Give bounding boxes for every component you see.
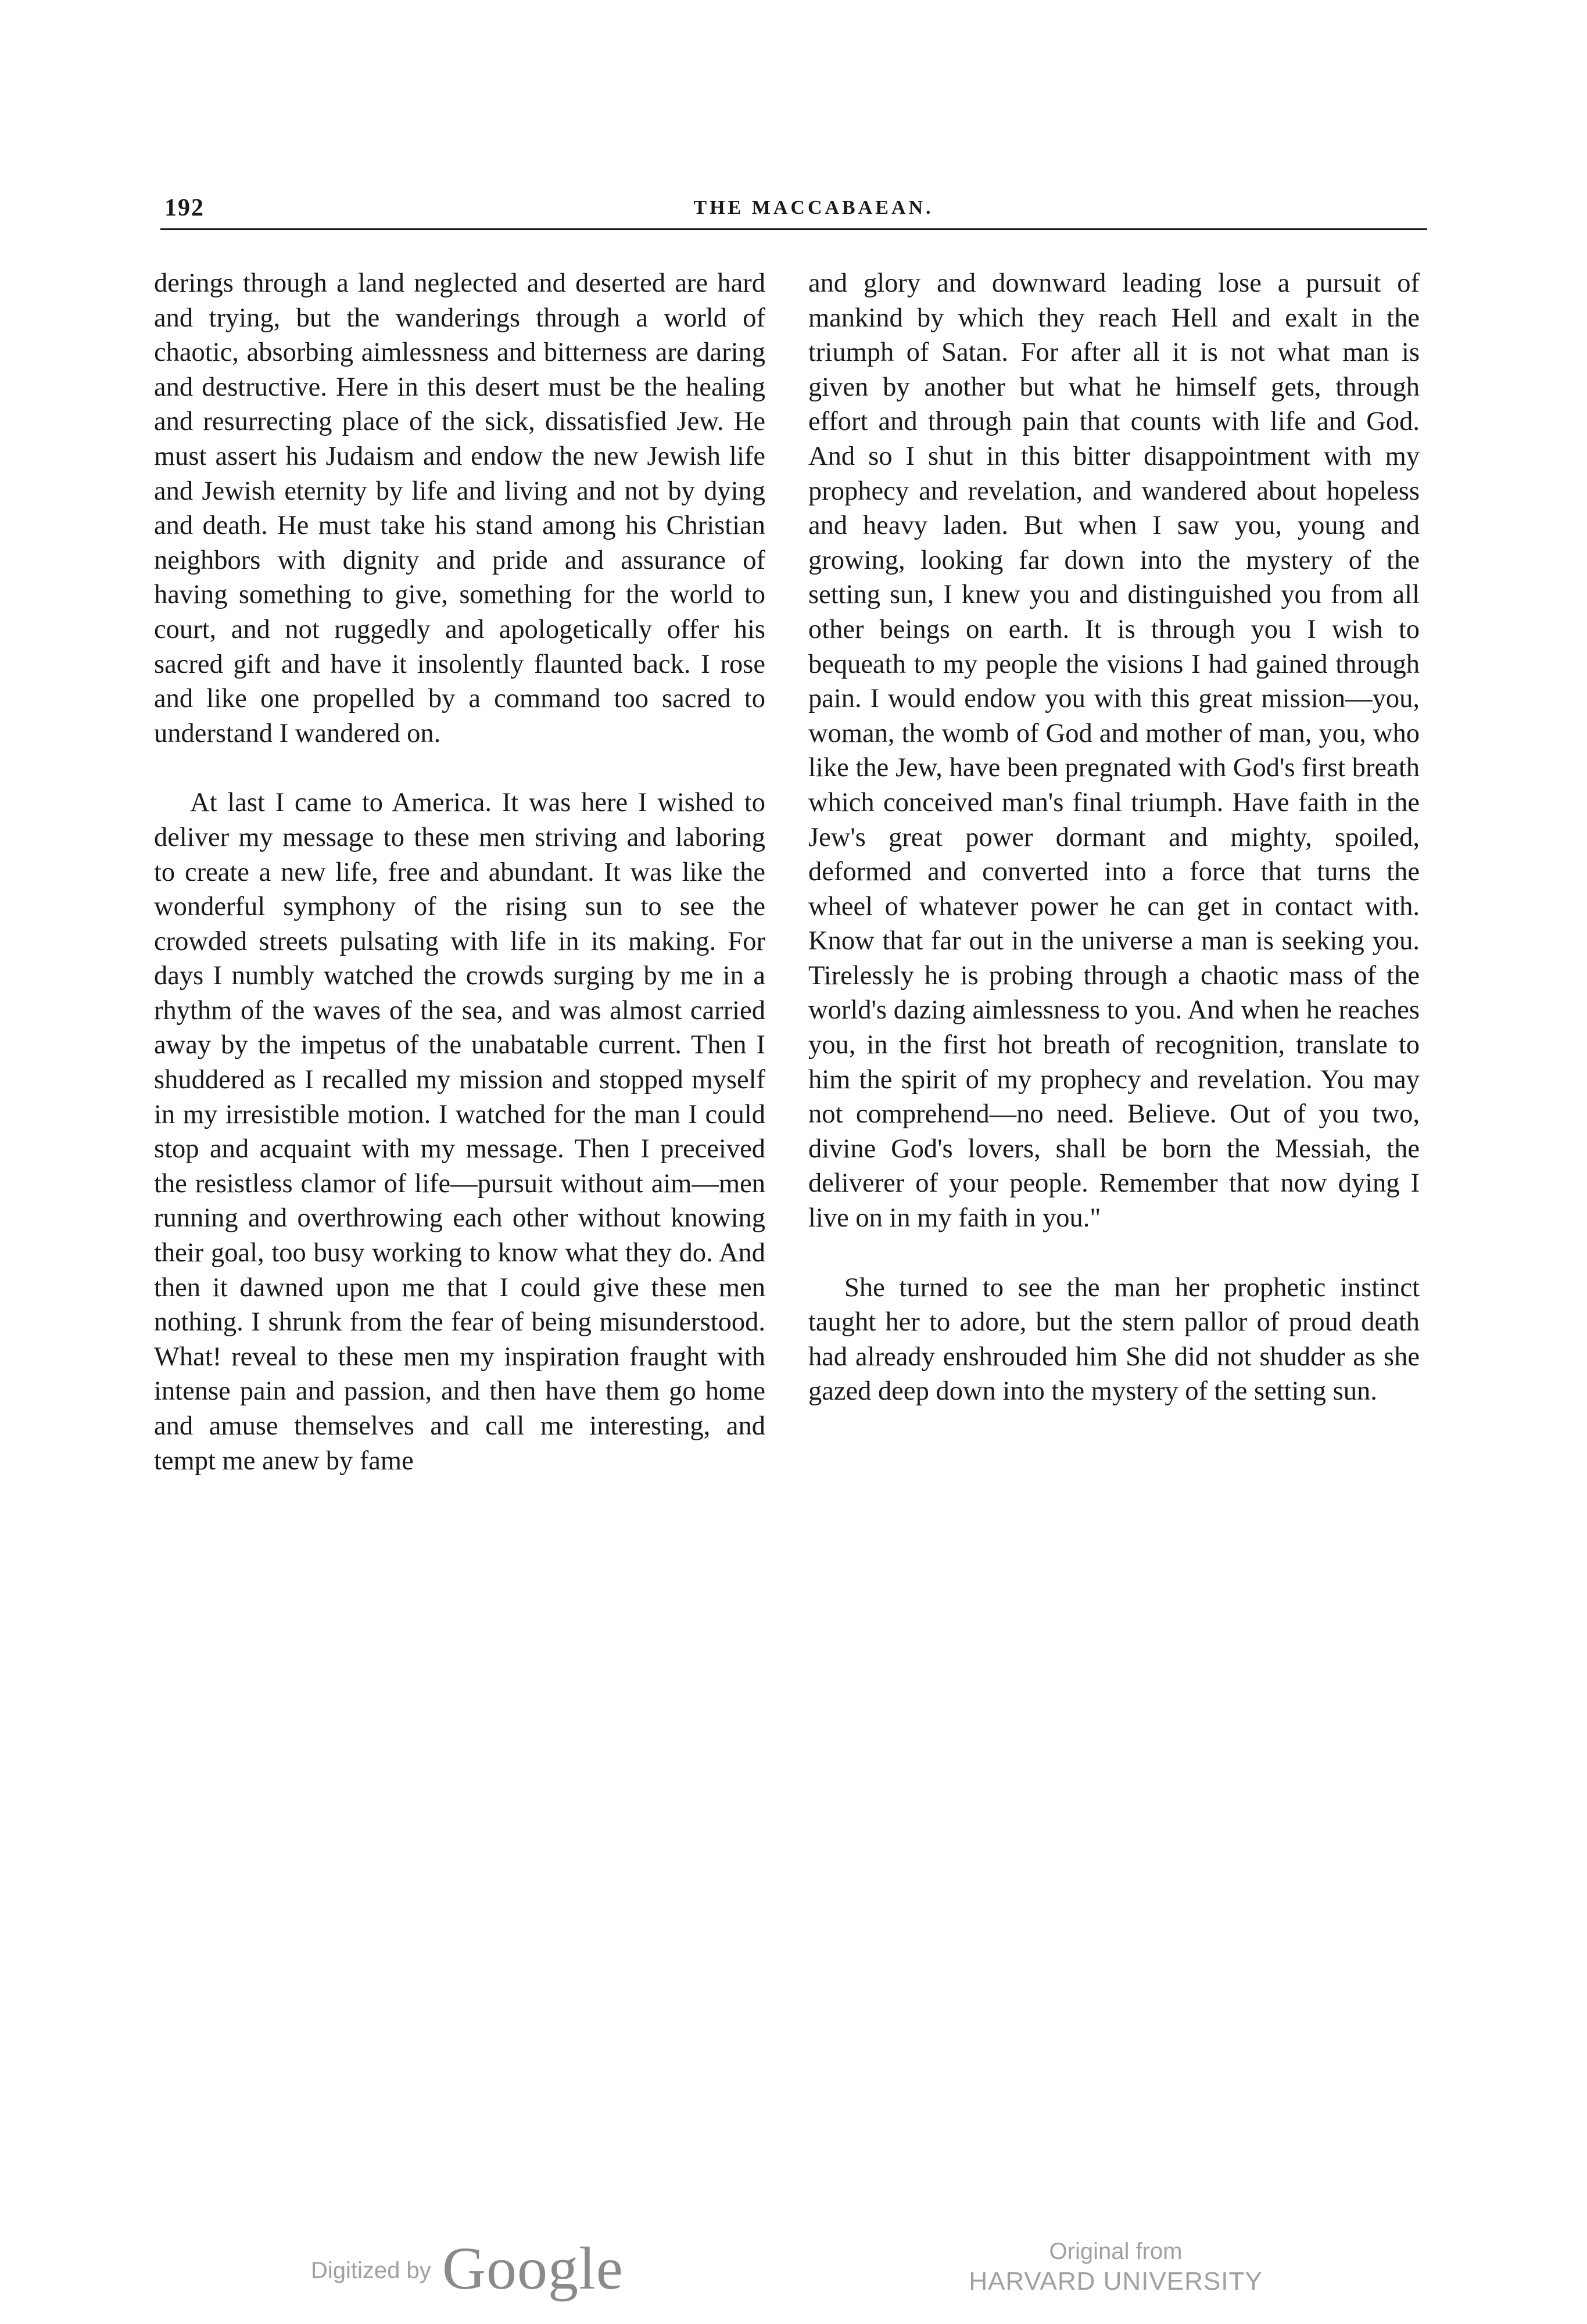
left-paragraph-2: At last I came to America. It was here I wished to deliver my message to these men striving and laboring to create a new life, free and abundant. It was like the wonderful symphony of the rising sun to see the crowded streets pulsating with life in its making. For days I numbly watched the crowds surging by me in a rhythm of the waves of the sea, and was almost carried away by the impetus of the unabatable current. Then I shuddered as I recalled my mission and stopped myself in my irresistible motion. I watched for the man I could stop and acquaint with my message. Then I preceived the resistless clamor of life—pursuit without aim—men running and overthrowing each other without knowing their goal, too busy working to know what they do. And then it dawned upon me that I could give these men nothing. I shrunk from the fear of being misunderstood. What! reveal to these men my inspiration fraught with intense pain and passion, and then have them go home and amuse themselves and call me interesting, and tempt me anew by fame [154,788,765,1476]
running-head: THE MACCABAEAN. [693,197,934,218]
harvard-university-text: HARVARD UNIVERSITY [969,2267,1263,2296]
left-column [154,266,765,1478]
header-rule [160,228,1427,230]
digitized-by-footer [311,2234,624,2303]
original-from-text: Original from [1049,2239,1183,2264]
digitized-by-text: Digitized by [311,2258,431,2283]
right-paragraph-1: and glory and downward leading lose a pursuit of mankind by which they reach Hell and exalt in the triumph of Satan. For after all it is not what man is given by another but what he himself gets, through effort and through pain that counts with life and God. And so I shut in this bitter disappointment with my prophecy and revelation, and wandered about hopeless and heavy laden. But when I saw you, young and growing, looking far down into the mystery of the setting sun, I knew you and distinguished you from all other beings on earth. It is through you I wish to bequeath to my people the visions I had gained through pain. I would endow you with this great mission—you, woman, the womb of God and mother of man, you, who like the Jew, have been pregnated with God's first breath which conceived man's final triumph. Have faith in the Jew's great power dormant and mighty, spoiled, deformed and converted into a force that turns the wheel of whatever power he can get in contact with. Know that far out in the universe a man is seeking you. Tirelessly he is probing through a chaotic mass of the world's dazing aimlessness to you. And when he reaches you, in the first hot breath of recognition, translate to him the spirit of my prophecy and revelation. You may not comprehend—no need. Believe. Out of you two, divine God's lovers, shall be born the Messiah, the deliverer of your people. Remember that now dying I live on in my faith in you." [808,268,1420,1233]
right-column [808,266,1420,1409]
left-paragraph-1: derings through a land neglected and deserted are hard and trying, but the wanderings through a world of chaotic, absorbing aimlessness and bitterness are daring and destructive. Here in this desert must be the healing and resurrecting place of the sick, dissatisfied Jew. He must assert his Judaism and endow the new Jewish life and Jewish eternity by life and living and not by dying and death. He must take his stand among his Christian neighbors with dignity and pride and assurance of having something to give, something for the world to court, and not ruggedly and apologetically offer his sacred gift and have it insolently flaunted back. I rose and like one propelled by a command too sacred to understand I wandered on. [154,268,765,748]
google-logo: Google [442,2235,624,2302]
right-paragraph-2: She turned to see the man her prophetic instinct taught her to adore, but the stern pallor of proud death had already enshrouded him She did not shudder as she gazed deep down into the mystery of the setting sun. [808,1272,1420,1407]
page-number: 192 [164,195,205,221]
original-from-footer [965,2237,1267,2297]
